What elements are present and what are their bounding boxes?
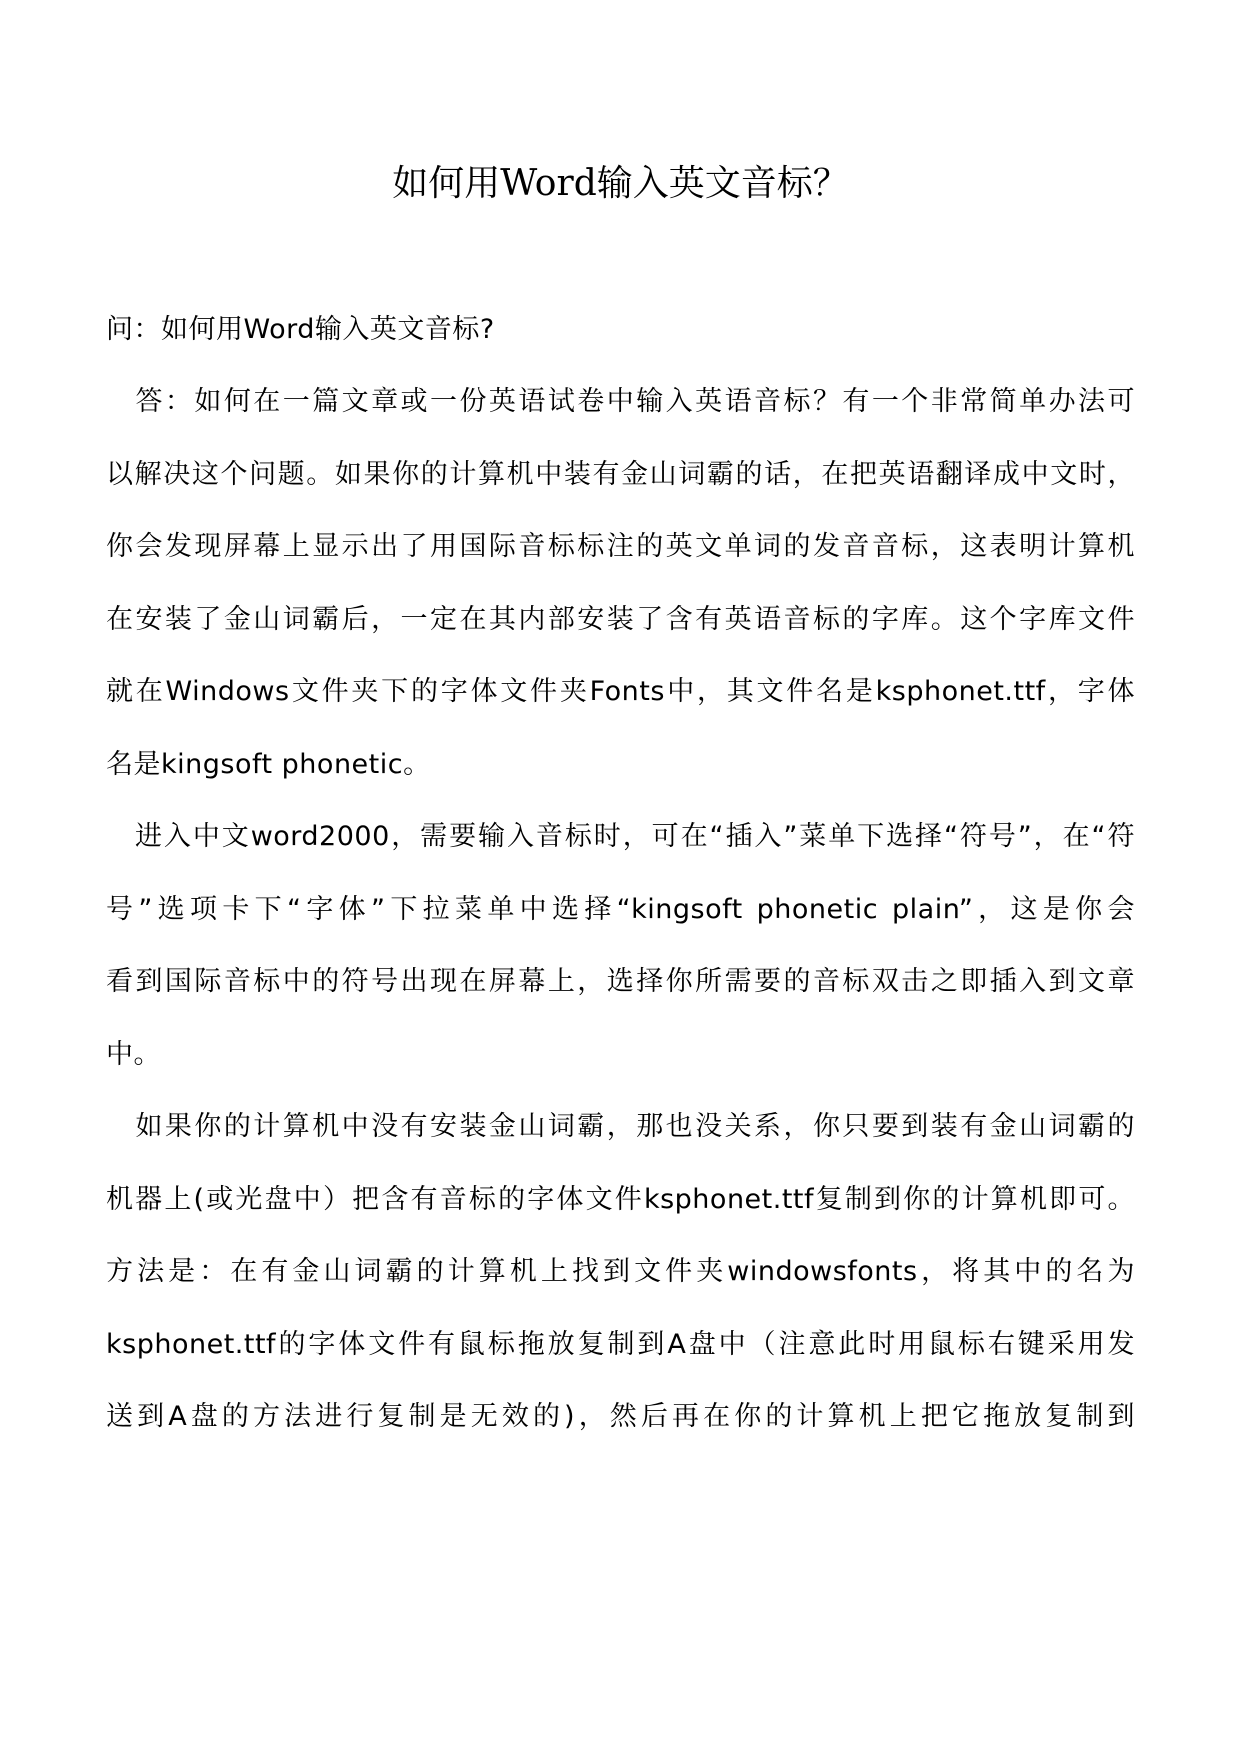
paragraph-line: 号”选项卡下“字体”下拉菜单中选择“kingsoft phonetic plain”，这是你会 <box>106 894 1135 925</box>
paragraph-line: 你会发现屏幕上显示出了用国际音标标注的英文单词的发音音标，这表明计算机 <box>106 531 1135 562</box>
question-line: 问：如何用Word输入英文音标? <box>106 314 495 345</box>
paragraph-line: 如果你的计算机中没有安装金山词霸，那也没关系，你只要到装有金山词霸的 <box>106 1111 1135 1142</box>
paragraph-line: 机器上(或光盘中）把含有音标的字体文件ksphonet.ttf复制到你的计算机即可。 <box>106 1184 1135 1215</box>
paragraph-line: 名是kingsoft phonetic。 <box>106 749 431 780</box>
paragraph-line: 以解决这个问题。如果你的计算机中装有金山词霸的话，在把英语翻译成中文时， <box>106 459 1135 490</box>
document-title: 如何用Word输入英文音标？ <box>392 163 849 204</box>
paragraph-line: 进入中文word2000，需要输入音标时，可在“插入”菜单下选择“符号”，在“符 <box>106 821 1135 852</box>
paragraph-line: 送到A盘的方法进行复制是无效的)，然后再在你的计算机上把它拖放复制到 <box>106 1401 1135 1432</box>
paragraph-line: ksphonet.ttf的字体文件有鼠标拖放复制到A盘中（注意此时用鼠标右键采用发 <box>106 1329 1135 1360</box>
paragraph-line: 就在Windows文件夹下的字体文件夹Fonts中，其文件名是ksphonet.ttf，字体 <box>106 676 1135 707</box>
paragraph-line: 在安装了金山词霸后，一定在其内部安装了含有英语音标的字库。这个字库文件 <box>106 604 1135 635</box>
paragraph-line: 答：如何在一篇文章或一份英语试卷中输入英语音标？有一个非常简单办法可 <box>106 386 1135 417</box>
paragraph-line: 方法是：在有金山词霸的计算机上找到文件夹windowsfonts，将其中的名为 <box>106 1256 1135 1287</box>
paragraph-line: 看到国际音标中的符号出现在屏幕上，选择你所需要的音标双击之即插入到文章 <box>106 966 1135 997</box>
paragraph-line: 中。 <box>106 1039 161 1070</box>
